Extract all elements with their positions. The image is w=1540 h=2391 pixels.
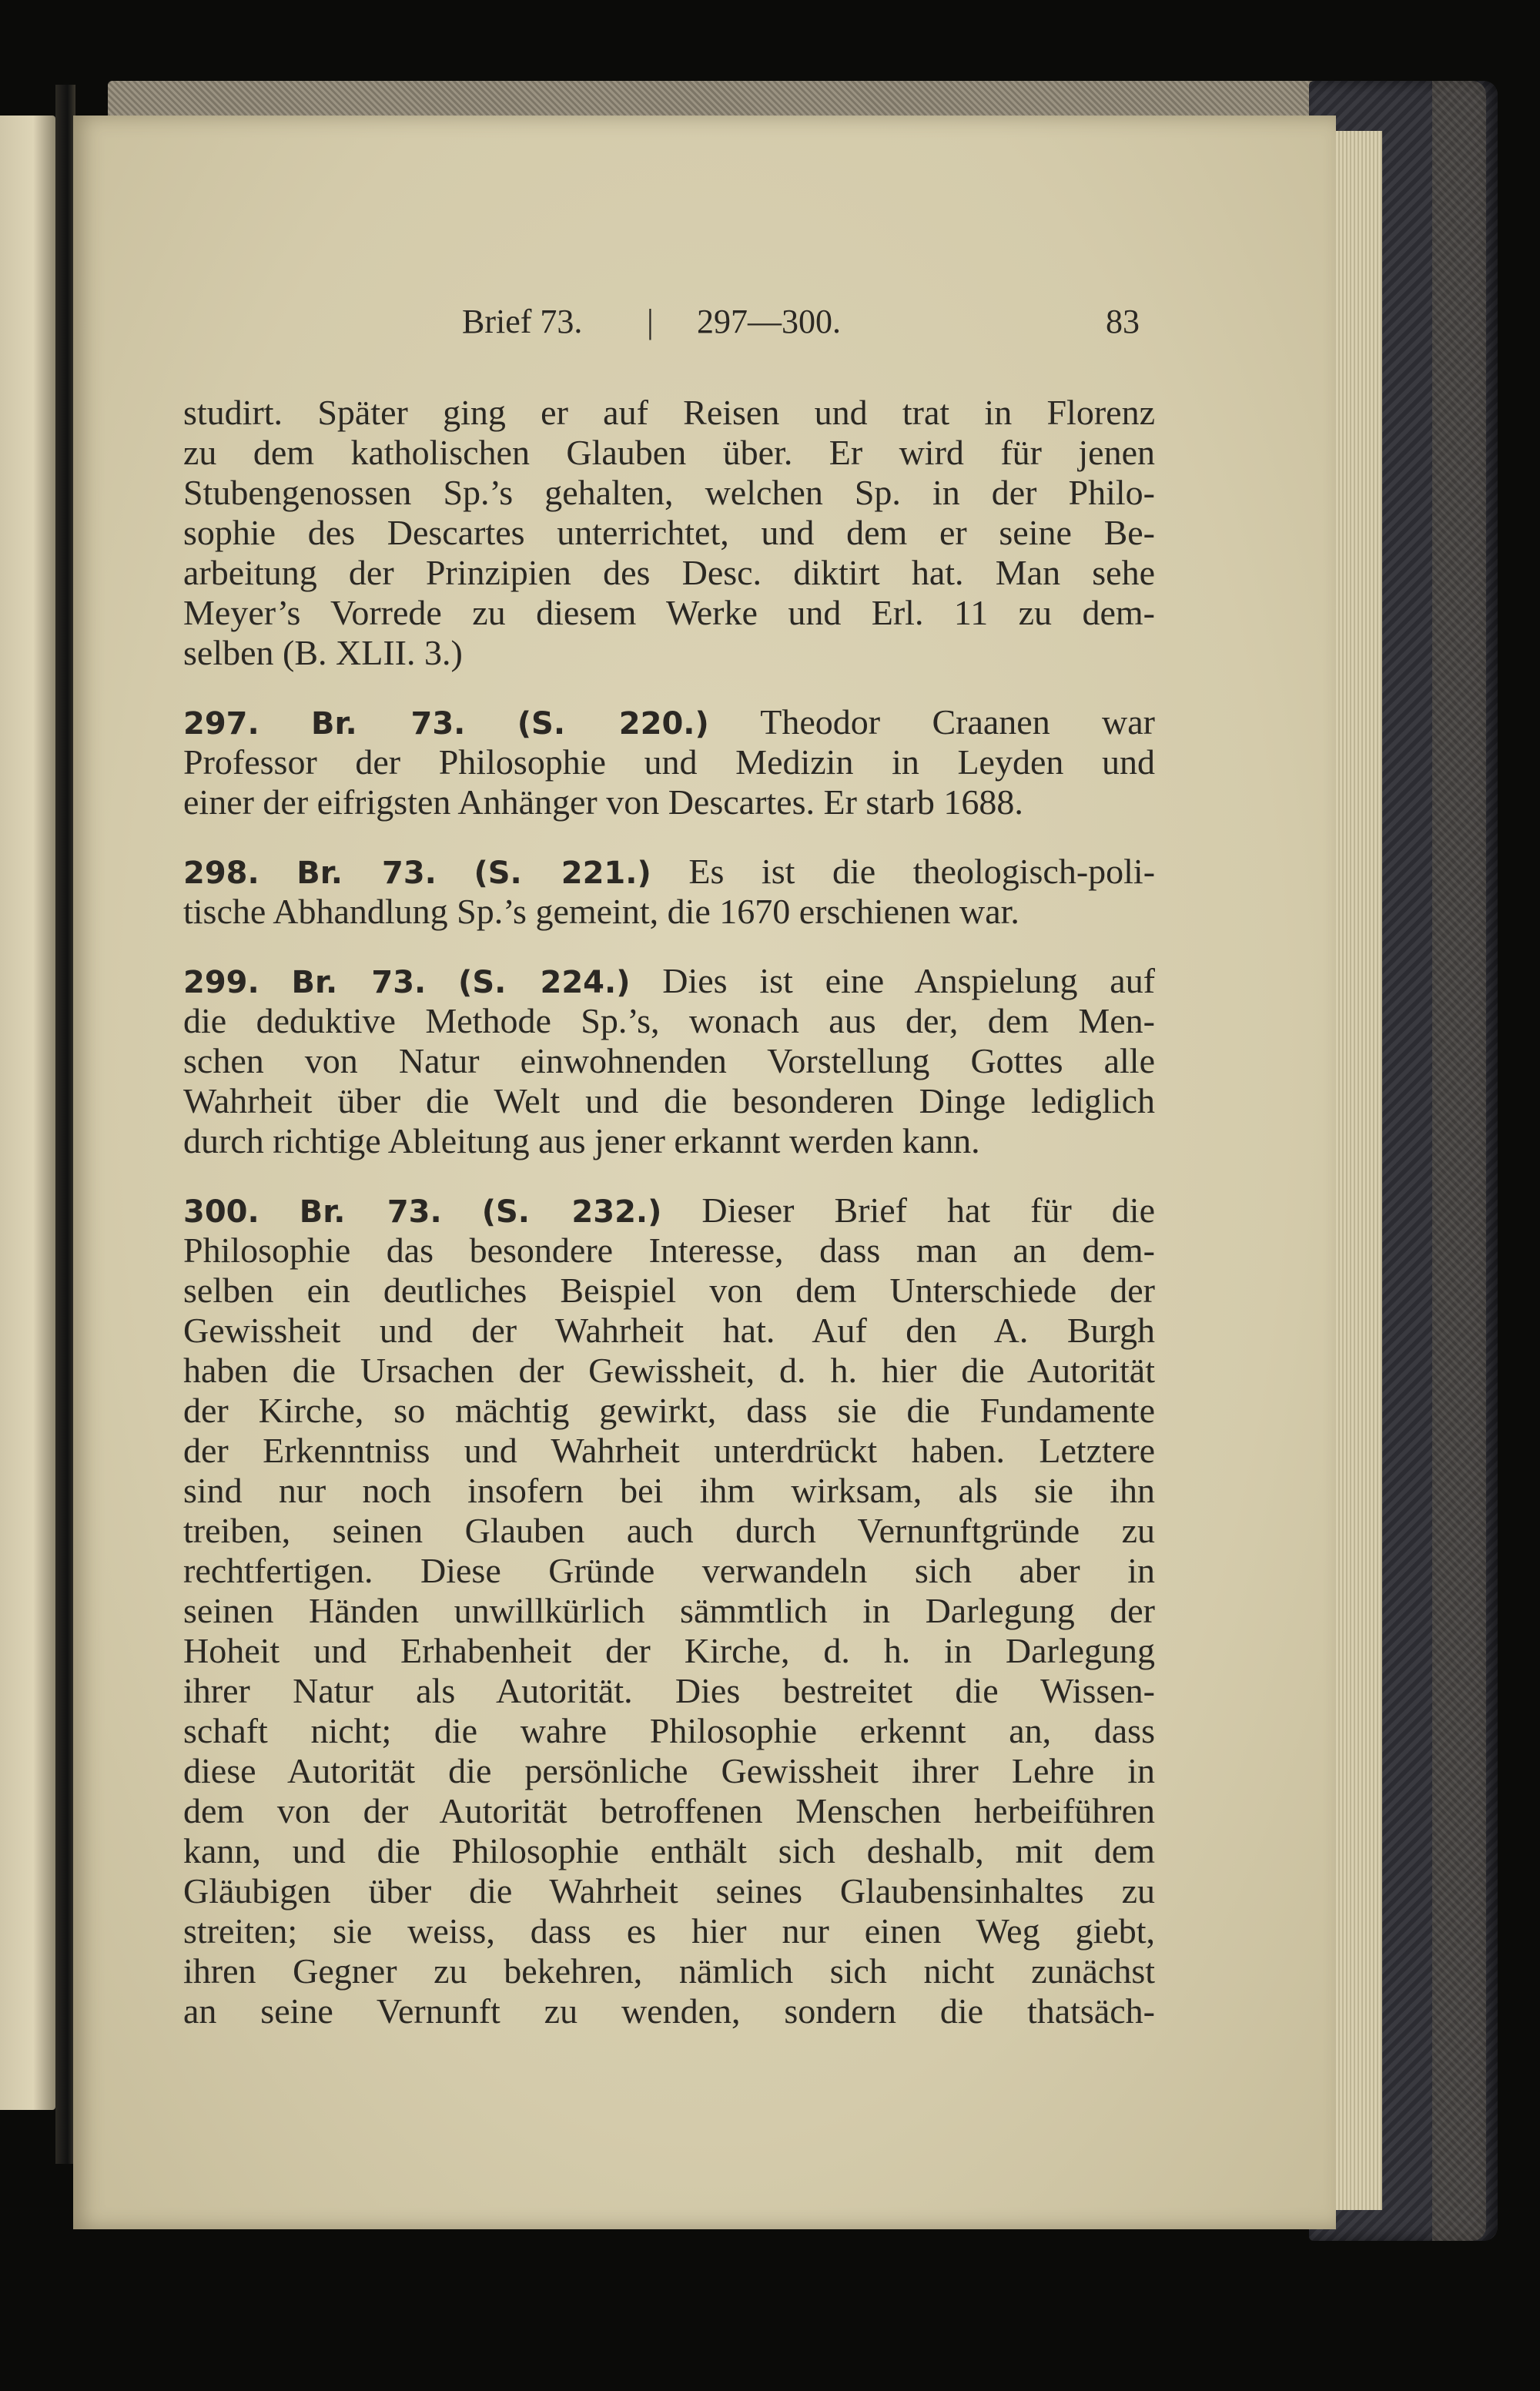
text-line: Wahrheit über die Welt und die besonderen Dinge lediglich xyxy=(183,1081,1155,1120)
text-line: treiben, seinen Glauben auch durch Vernunftgründe zu xyxy=(183,1511,1155,1550)
text-line: Gewissheit und der Wahrheit hat. Auf den A. Burgh xyxy=(183,1311,1155,1350)
note-first-line xyxy=(183,852,1155,892)
note-number: 299. xyxy=(183,965,259,1000)
cover-worn-edge xyxy=(1432,81,1486,2241)
text-line: studirt. Später ging er auf Reisen und trat in Florenz xyxy=(183,393,1155,432)
text-line: selben (B. XLII. 3.) xyxy=(183,633,463,672)
text-line: sophie des Descartes unterrichtet, und dem er seine Be- xyxy=(183,513,1155,552)
note-297 xyxy=(183,702,1155,822)
note-number: 300. xyxy=(183,1194,259,1230)
text-line: schaft nicht; die wahre Philosophie erkennt an, dass xyxy=(183,1711,1155,1750)
text-line: einer der eifrigsten Anhänger von Descartes. Er starb 1688. xyxy=(183,782,1023,822)
page-body xyxy=(183,393,1155,2031)
text-line: streiten; sie weiss, dass es hier nur einen Weg giebt, xyxy=(183,1911,1155,1951)
page-number: 83 xyxy=(1106,303,1140,340)
note-text: Theodor Craanen war xyxy=(760,702,1155,742)
running-head xyxy=(462,302,1140,348)
running-head-title: Brief 73. xyxy=(462,303,583,340)
note-text: Dies ist eine Anspielung auf xyxy=(662,961,1155,1000)
text-line: tische Abhandlung Sp.’s gemeint, die 1670 erschienen war. xyxy=(183,892,1019,931)
note-first-line xyxy=(183,702,1155,742)
running-head-separator: | xyxy=(647,303,654,340)
text-line: rechtfertigen. Diese Gründe verwandeln sich aber in xyxy=(183,1551,1155,1590)
text-line: schen von Natur einwohnenden Vorstellung Gottes alle xyxy=(183,1041,1155,1080)
text-line: ihrer Natur als Autorität. Dies bestreitet die Wissen- xyxy=(183,1671,1155,1710)
text-line: selben ein deutliches Beispiel von dem Unterschiede der xyxy=(183,1271,1155,1310)
note-text: Dieser Brief hat für die xyxy=(701,1190,1155,1230)
note-first-line xyxy=(183,961,1155,1001)
text-line: Professor der Philosophie und Medizin in Leyden und xyxy=(183,742,1155,782)
text-line: zu dem katholischen Glauben über. Er wird für jenen xyxy=(183,433,1155,472)
text-line: durch richtige Ableitung aus jener erkannt werden kann. xyxy=(183,1121,980,1160)
note-text: Es ist die theologisch-poli- xyxy=(688,852,1155,891)
text-line: an seine Vernunft zu wenden, sondern die thatsäch- xyxy=(183,1991,1155,2031)
note-letter-ref: Br. 73. xyxy=(311,706,466,742)
text-line: Stubengenossen Sp.’s gehalten, welchen Sp. in der Philo- xyxy=(183,473,1155,512)
text-line: der Erkenntniss und Wahrheit unterdrückt haben. Letztere xyxy=(183,1431,1155,1470)
text-line: die deduktive Methode Sp.’s, wonach aus der, dem Men- xyxy=(183,1001,1155,1040)
note-first-line xyxy=(183,1190,1155,1231)
note-letter-ref: Br. 73. xyxy=(296,856,437,891)
note-300 xyxy=(183,1190,1155,2031)
text-line: haben die Ursachen der Gewissheit, d. h. hier die Autorität xyxy=(183,1351,1155,1390)
text-line: diese Autorität die persönliche Gewissheit ihrer Lehre in xyxy=(183,1751,1155,1790)
intro-paragraph xyxy=(183,393,1155,673)
text-line: dem von der Autorität betroffenen Menschen herbeiführen xyxy=(183,1791,1155,1830)
note-page-ref: (S. 220.) xyxy=(517,706,709,742)
text-line: Hoheit und Erhabenheit der Kirche, d. h. in Darlegung xyxy=(183,1631,1155,1670)
text-line: Philosophie das besondere Interesse, dass man an dem- xyxy=(183,1231,1155,1270)
text-line: Gläubigen über die Wahrheit seines Glaubensinhaltes zu xyxy=(183,1871,1155,1910)
note-letter-ref: Br. 73. xyxy=(299,1194,442,1230)
note-299 xyxy=(183,961,1155,1161)
text-line: ihren Gegner zu bekehren, nämlich sich nicht zunächst xyxy=(183,1951,1155,1991)
note-page-ref: (S. 232.) xyxy=(481,1194,662,1230)
note-number: 298. xyxy=(183,856,259,891)
note-page-ref: (S. 221.) xyxy=(474,856,651,891)
running-head-range: 297—300. xyxy=(697,303,841,340)
note-number: 297. xyxy=(183,706,259,742)
text-line: sind nur noch insofern bei ihm wirksam, als sie ihn xyxy=(183,1471,1155,1510)
text-line: der Kirche, so mächtig gewirkt, dass sie die Fundamente xyxy=(183,1391,1155,1430)
text-line: kann, und die Philosophie enthält sich deshalb, mit dem xyxy=(183,1831,1155,1870)
note-298 xyxy=(183,852,1155,932)
text-line: arbeitung der Prinzipien des Desc. diktirt hat. Man sehe xyxy=(183,553,1155,592)
note-page-ref: (S. 224.) xyxy=(458,965,631,1000)
text-line: seinen Händen unwillkürlich sämmtlich in Darlegung der xyxy=(183,1591,1155,1630)
text-line: Meyer’s Vorrede zu diesem Werke und Erl. 11 zu dem- xyxy=(183,593,1155,632)
note-letter-ref: Br. 73. xyxy=(291,965,427,1000)
previous-page-edge xyxy=(0,116,55,2110)
